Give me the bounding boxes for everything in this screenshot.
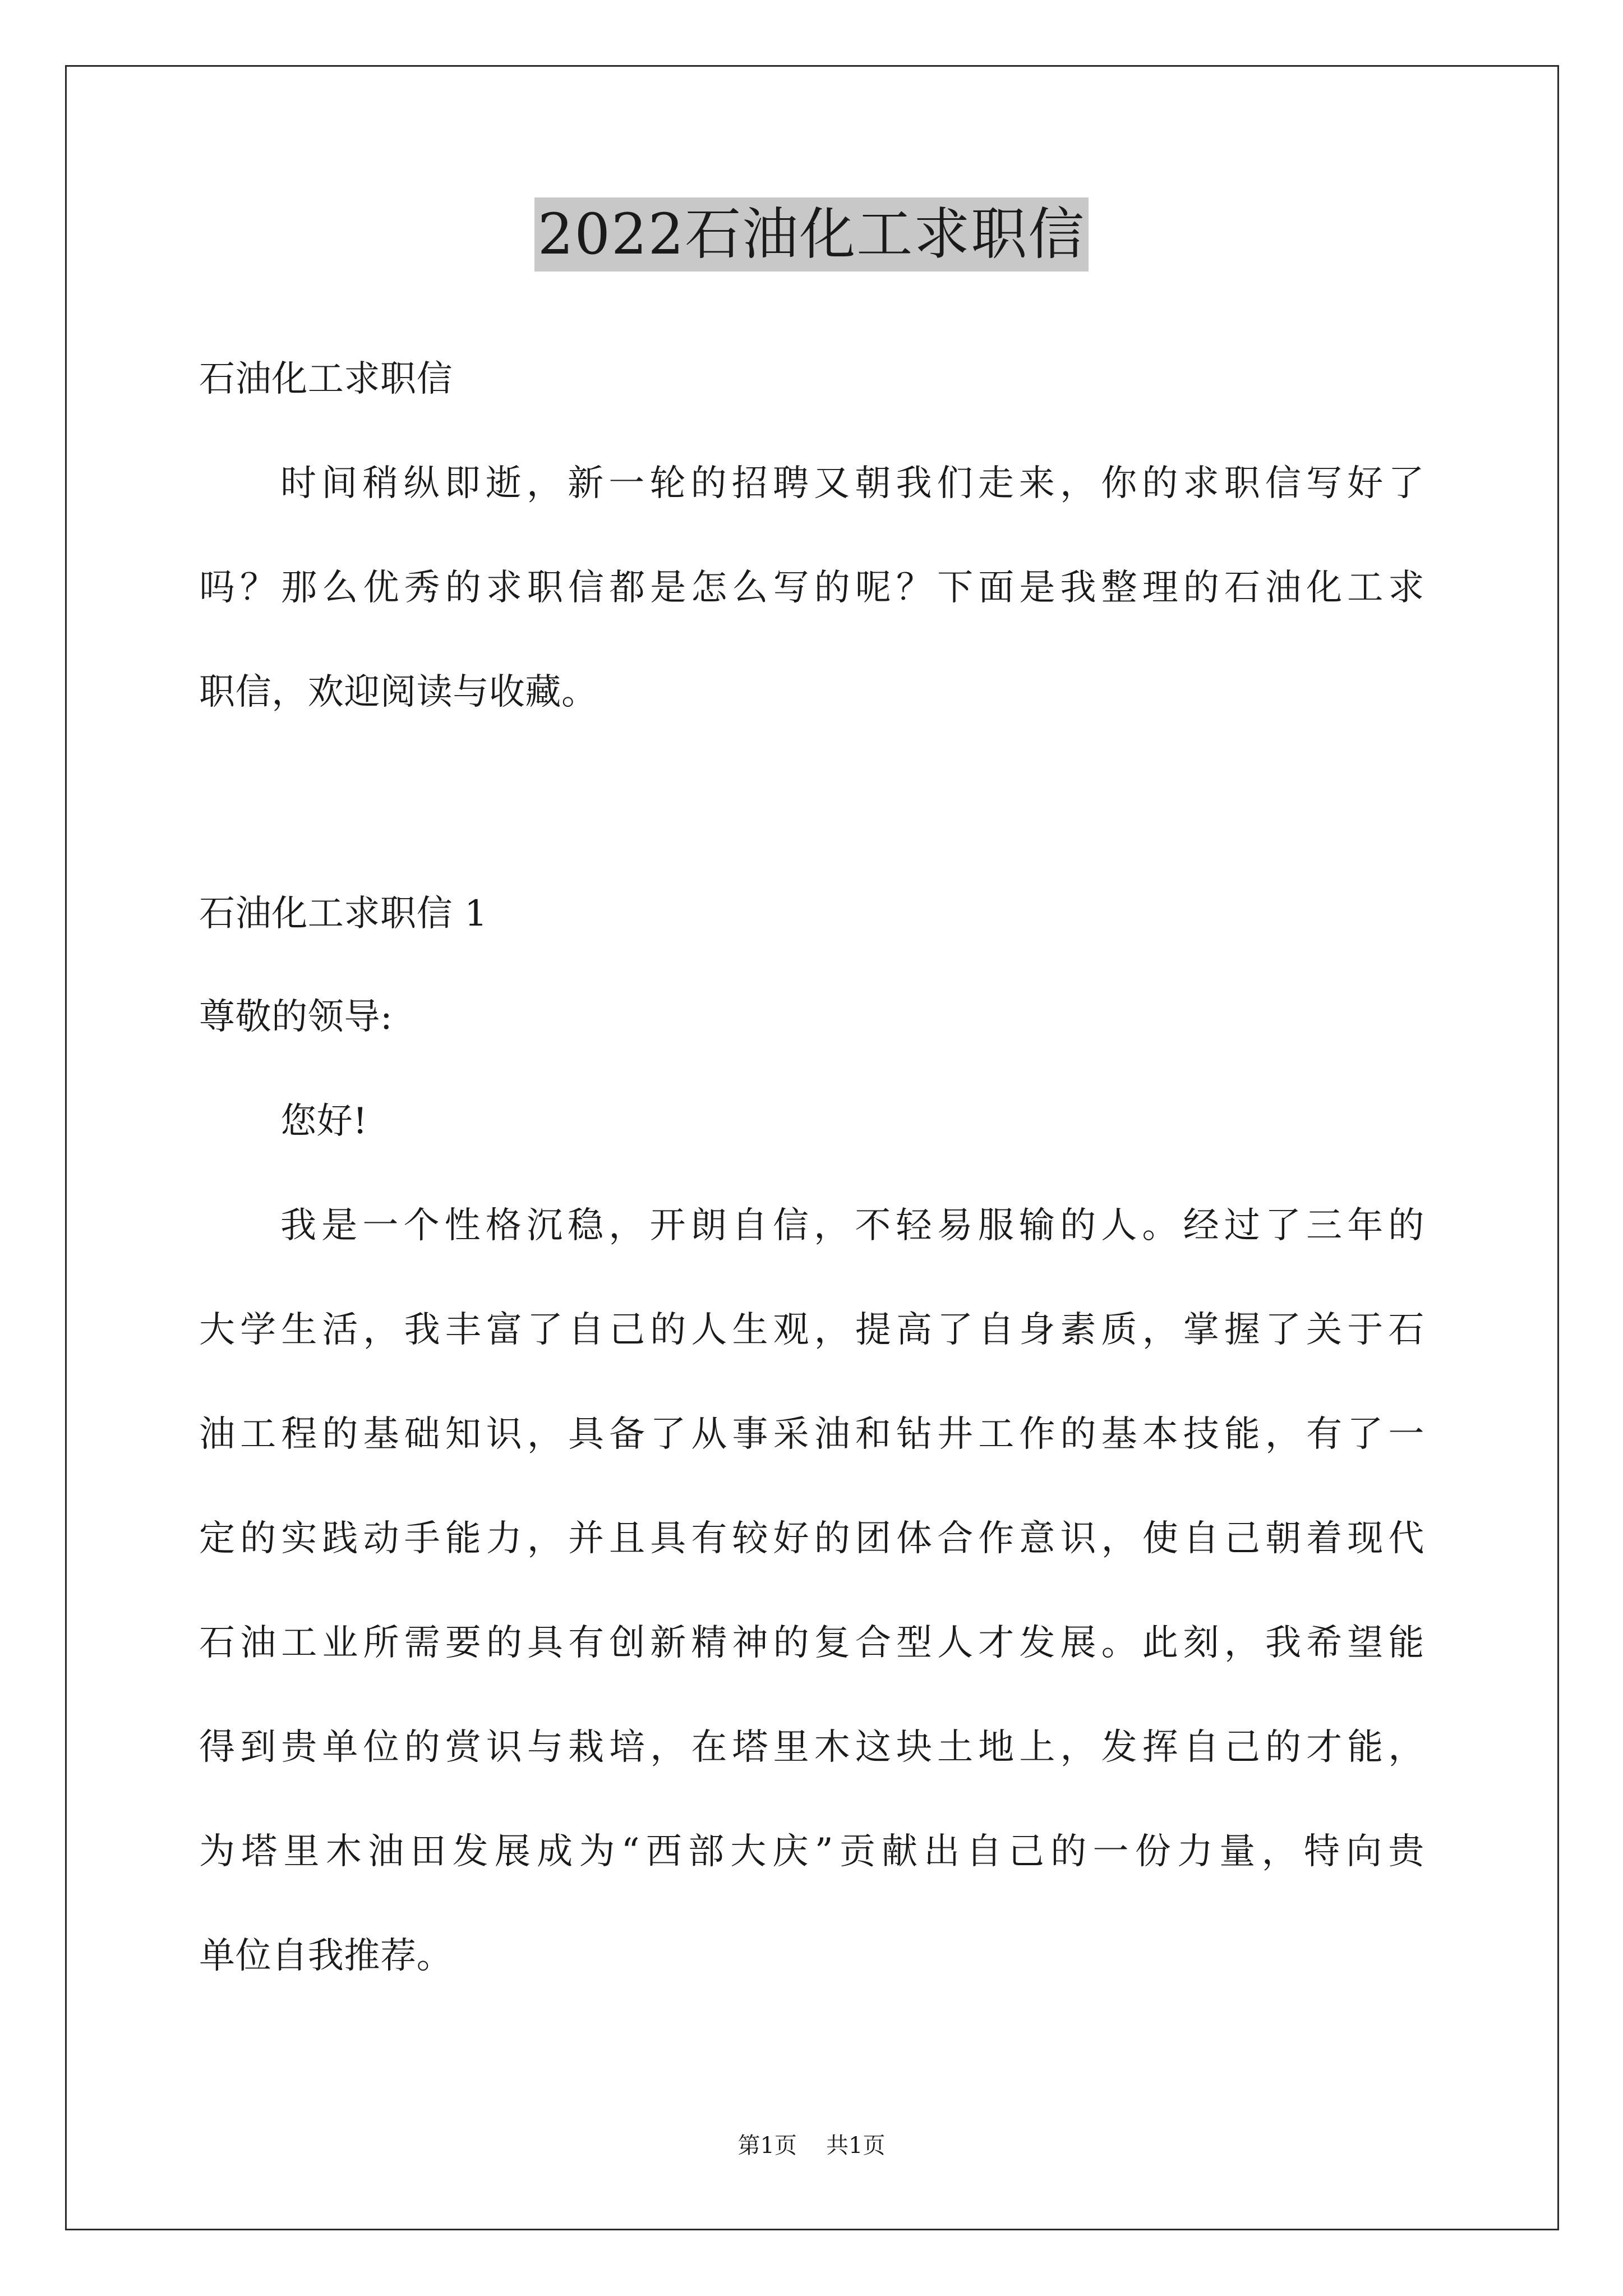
body-line: 定的实践动手能力，并且具有较好的团体合作意识，使自己朝着现代 [199,1518,1424,1559]
document-title: 2022石油化工求职信 [534,197,1089,272]
page-footer [0,2132,1623,2160]
greeting: 您好! [280,1101,368,1142]
salutation: 尊敬的领导: [199,996,393,1038]
document-subtitle: 石油化工求职信 [199,358,453,400]
intro-line: 时间稍纵即逝，新一轮的招聘又朝我们走来，你的求职信写好了 [280,463,1424,504]
title-container [0,197,1623,272]
section-heading: 石油化工求职信 1 [199,893,488,935]
body-line: 单位自我推荐。 [199,1935,453,1977]
page-number-total: 共1页 [826,2133,886,2159]
intro-line: 职信，欢迎阅读与收藏。 [199,671,598,713]
intro-line: 吗？那么优秀的求职信都是怎么写的呢？下面是我整理的石油化工求 [199,567,1424,609]
body-line: 为塔里木油田发展成为“西部大庆”贡献出自己的一份力量，特向贵 [199,1831,1424,1872]
body-line: 我是一个性格沉稳，开朗自信，不轻易服输的人。经过了三年的 [280,1205,1424,1246]
body-line: 油工程的基础知识，具备了从事采油和钻井工作的基本技能，有了一 [199,1414,1424,1455]
body-line: 得到贵单位的赏识与栽培，在塔里木这块土地上，发挥自己的才能， [199,1727,1424,1768]
body-line: 大学生活，我丰富了自己的人生观，提高了自身素质，掌握了关于石 [199,1309,1424,1351]
page-number-current: 第1页 [737,2133,797,2159]
body-line: 石油工业所需要的具有创新精神的复合型人才发展。此刻，我希望能 [199,1622,1424,1664]
